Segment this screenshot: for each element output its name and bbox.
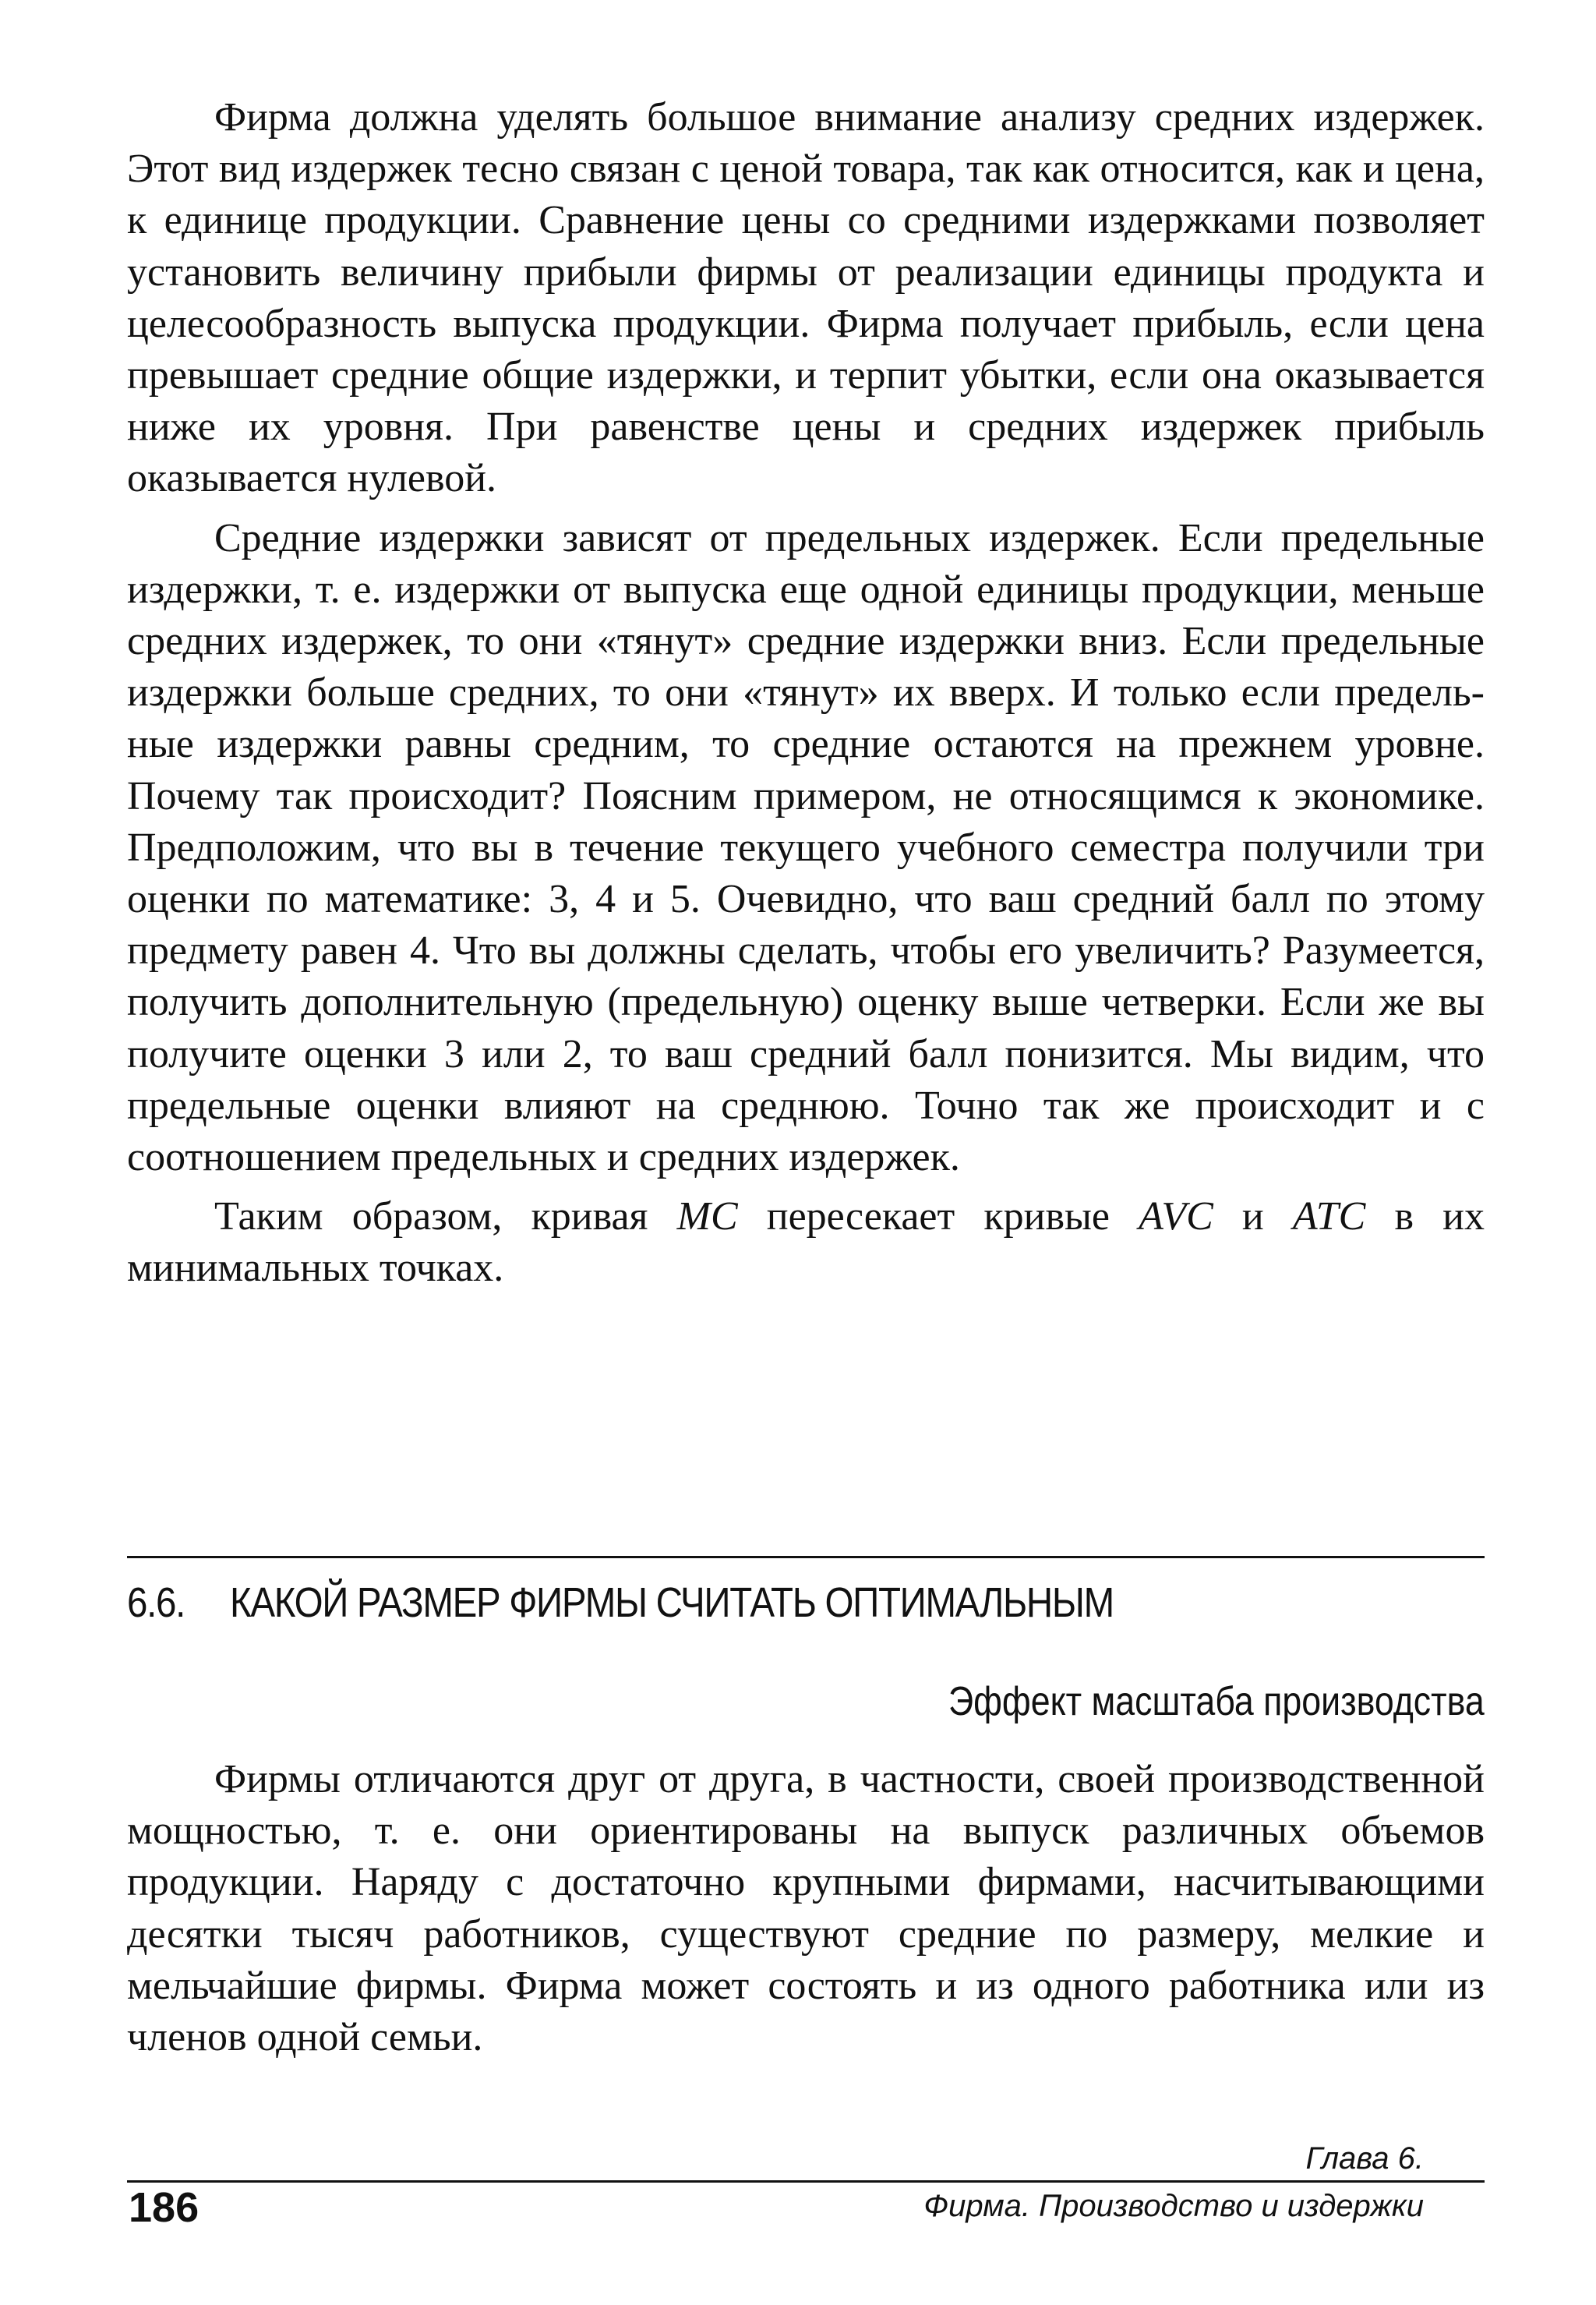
subsection-title: Эффект масштаба производства bbox=[948, 1679, 1485, 1724]
section-title bbox=[127, 1575, 1322, 1630]
page-number: 186 bbox=[129, 2184, 200, 2231]
page-footer bbox=[127, 2140, 1485, 2231]
section-rule bbox=[127, 1556, 1485, 1558]
paragraph-curves-conclusion bbox=[127, 1191, 1485, 1294]
paragraph-conclusion-text-d: в их минимальных точках. bbox=[127, 1194, 1485, 1291]
paragraph-average-costs: Фирма должна уделять большое внимание анализу средних издержек. Этот вид издержек тесно связан с ценой товара, так как относится, как и цена, к единице продукции. Сравнение цены со средними издержками позволяет установить величину прибыли фирмы от реализации единицы продукта и целесообразность выпуска продукции. Фирма получает прибыль, если цена превышает средние общие издержки, и терпит убытки, если она оказывается ниже их уровня. При равенстве цены и средних издержек прибыль оказывается нулевой. bbox=[127, 95, 1485, 501]
term-avc: AVC bbox=[1139, 1194, 1213, 1239]
page-body-section bbox=[127, 1754, 1485, 2063]
page-body bbox=[127, 92, 1485, 1295]
footer-rule bbox=[127, 2180, 1485, 2183]
paragraph-marginal-costs: Средние издержки зависят от предельных издержек. Если предельные издержки, т. е. издержки от выпуска еще одной единицы продукции, меньше средних издержек, то они «тянут» средние издержки вниз. Если предельные издержки больше средних, то они «тянут» их вверх. И только если предельные издержки равны средним, то средние остаются на прежнем уровне. Почему так происходит? Поясним примером, не относящимся к экономике. Предположим, что вы в течение текущего учебного семестра получили три оценки по математике: 3, 4 и 5. Очевидно, что ваш средний балл по этому предмету равен 4. Что вы должны сделать, чтобы его увеличить? Разумеется, получить дополнительную (предельную) оценку выше четверки. Если же вы получите оценки 3 или 2, то ваш средний балл понизится. Мы видим, что предельные оценки влияют на среднюю. Точно так же происходит и с соотношением предельных и средних издержек. bbox=[127, 515, 1485, 1180]
section-title-text: КАКОЙ РАЗМЕР ФИРМЫ СЧИТАТЬ ОПТИМАЛЬНЫМ bbox=[230, 1579, 1114, 1626]
term-mc: MC bbox=[676, 1194, 738, 1239]
section-number: 6.6. bbox=[127, 1579, 185, 1626]
paragraph-firm-sizes: Фирмы отличаются друг от друга, в частности, своей производственной мощностью, т. е. они ориентированы на выпуск различных объемов продукции. Наряду с достаточно крупными фирмами, насчитывающими десятки тысяч работников, существуют средние по размеру, мелкие и мельчайшие фирмы. Фирма может состоять и из одного работника или из членов одной семьи. bbox=[127, 1757, 1485, 2060]
section-heading bbox=[127, 1556, 1485, 1630]
paragraph-conclusion-text-c: и bbox=[1213, 1194, 1293, 1239]
running-title: Фирма. Производство и издержки bbox=[923, 2189, 1424, 2223]
footer-chapter: Глава 6. bbox=[1305, 2141, 1424, 2176]
term-atc: ATC bbox=[1292, 1194, 1366, 1239]
paragraph-conclusion-text-a: Таким образом, кривая bbox=[214, 1194, 677, 1239]
paragraph-conclusion-text-b: пересекает кривые bbox=[737, 1194, 1139, 1239]
